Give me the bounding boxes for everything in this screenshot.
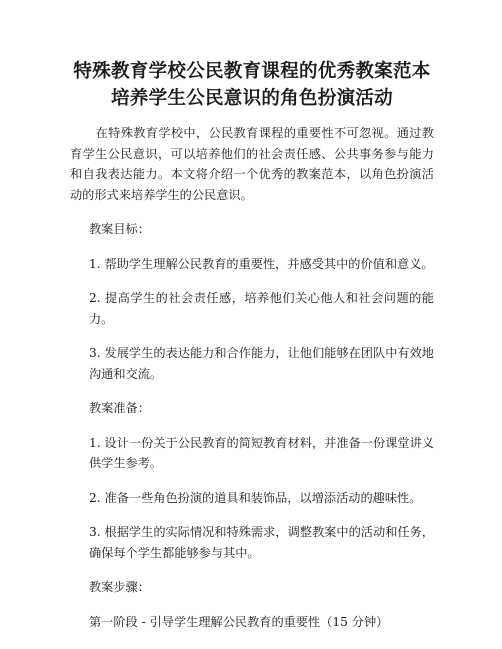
prep-heading: 教案准备： [89,401,150,415]
goals-heading: 教案目标： [89,222,150,236]
prep-item: 3. 根据学生的实际情况和特殊需求，调整教案中的活动和任务，确保每个学生都能够参与其中。 [89,525,434,560]
stage-1-heading: 第一阶段 - 引导学生理解公民教育的重要性（15 分钟） [89,614,389,629]
prep-item: 2. 准备一些角色扮演的道具和装饰品，以增添活动的趣味性。 [89,490,422,505]
intro-paragraph: 在特殊教育学校中，公民教育课程的重要性不可忽视。通过教育学生公民意识，可以培养他们的社会责任感、公共事务参与能力和自我表达能力。本文将介绍一个优秀的教案范本，以角色扮演活动的形式来培养学生的公民意识。 [70,126,434,202]
document-title [70,58,434,112]
title-line-2: 培养学生公民意识的角色扮演活动 [110,88,393,109]
prep-item: 1. 设计一份关于公民教育的简短教育材料，并准备一份课堂讲义供学生参考。 [89,435,434,470]
document-body [70,123,434,632]
steps-heading: 教案步骤： [89,580,150,594]
goal-item: 1. 帮助学生理解公民教育的重要性，并感受其中的价值和意义。 [89,256,434,271]
goal-item: 2. 提高学生的社会责任感，培养他们关心他人和社会问题的能力。 [89,291,434,326]
goal-item: 3. 发展学生的表达能力和合作能力，让他们能够在团队中有效地沟通和交流。 [89,346,434,381]
title-line-1: 特殊教育学校公民教育课程的优秀教案范本 [73,61,431,82]
